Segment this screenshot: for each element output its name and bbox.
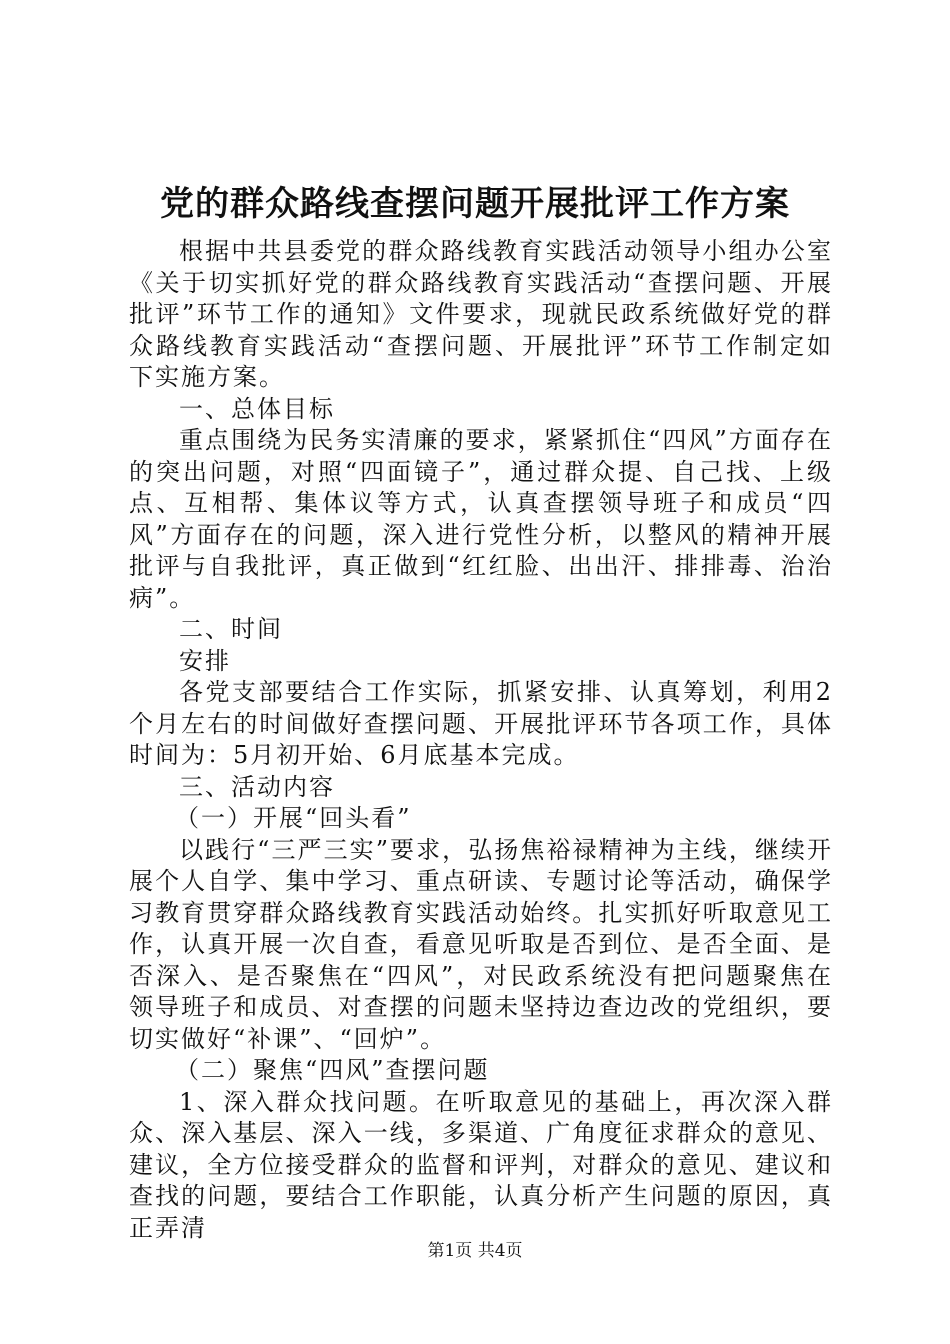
schedule-paragraph: 各党支部要结合工作实际，抓紧安排、认真筹划，利用2个月左右的时间做好查摆问题、开展批评环节各项工作，具体时间为：5月初开始、6月底基本完成。 — [129, 678, 833, 769]
subsection-heading-review: （一）开展“回头看” — [175, 804, 412, 832]
section-heading-time: 二、时间 — [179, 615, 283, 643]
page-footer: 第1页 共4页 — [427, 1241, 523, 1261]
goals-paragraph: 重点围绕为民务实清廉的要求，紧紧抓住“四风”方面存在的突出问题，对照“四面镜子”，通过群众提、自己找、上级点、互相帮、集体议等方式，认真查摆领导班子和成员“四风”方面存在的问题，深入进行党性分析，以整风的精神开展批评与自我批评，真正做到“红红脸、出出汗、排排毒、治治病”。 — [129, 426, 833, 612]
document-body — [129, 236, 833, 1244]
section-heading-arrangement: 安排 — [179, 646, 231, 675]
section-heading-goals: 一、总体目标 — [179, 394, 335, 423]
page-title: 党的群众路线查摆问题开展批评工作方案 — [160, 184, 790, 224]
section-heading-content: 三、活动内容 — [179, 772, 335, 801]
review-paragraph: 以践行“三严三实”要求，弘扬焦裕禄精神为主线，继续开展个人自学、集中学习、重点研读、专题讨论等活动，确保学习教育贯穿群众路线教育实践活动始终。扎实抓好听取意见工作，认真开展一次自查，看意见听取是否到位、是否全面、是否深入、是否聚焦在“四风”，对民政系统没有把问题聚焦在领导班子和成员、对查摆的问题未坚持边查边改的党组织，要切实做好“补课”、“回炉”。 — [129, 835, 833, 1053]
subsection-heading-four-winds: （二）聚焦“四风”查摆问题 — [175, 1056, 490, 1084]
intro-paragraph: 根据中共县委党的群众路线教育实践活动领导小组办公室《关于切实抓好党的群众路线教育实践活动“查摆问题、开展批评”环节工作的通知》文件要求，现就民政系统做好党的群众路线教育实践活动“查摆问题、开展批评”环节工作制定如下实施方案。 — [129, 237, 833, 391]
find-problems-paragraph: 1、深入群众找问题。在听取意见的基础上，再次深入群众、深入基层、深入一线，多渠道、广角度征求群众的意见、建议，全方位接受群众的监督和评判，对群众的意见、建议和查找的问题，要结合工作职能，认真分析产生问题的原因，真正弄清 — [129, 1087, 833, 1242]
